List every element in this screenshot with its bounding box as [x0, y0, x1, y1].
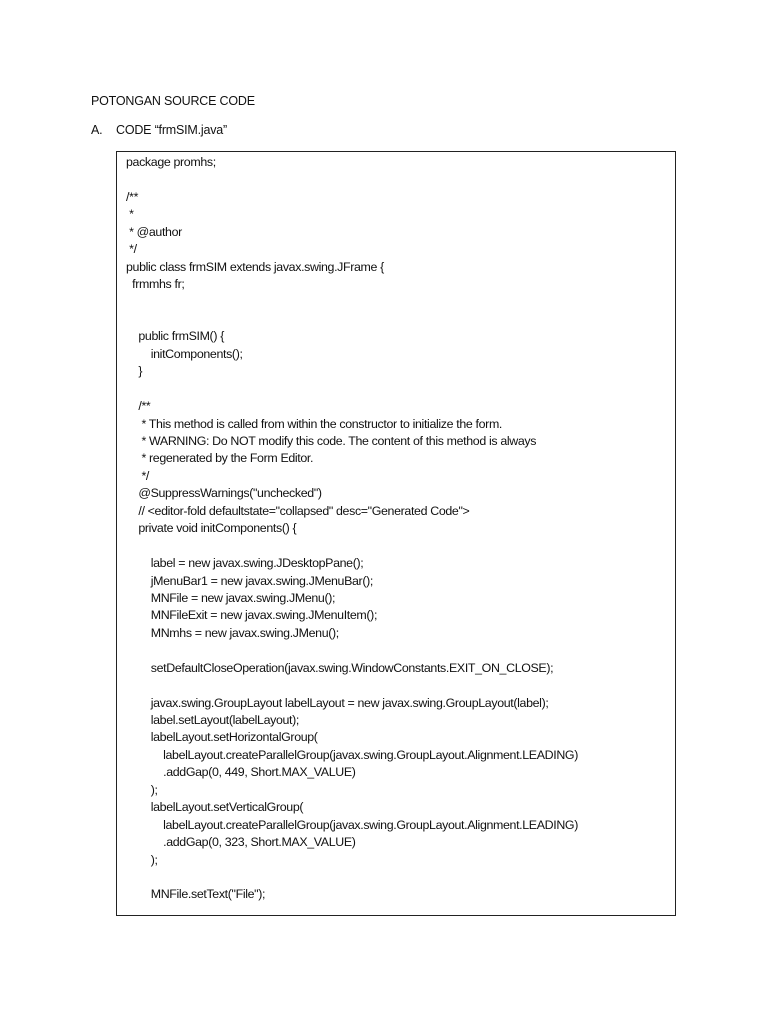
page-heading: POTONGAN SOURCE CODE	[91, 94, 255, 108]
code-line: * This method is called from within the constructor to initialize the form.	[126, 416, 503, 431]
code-line: labelLayout.createParallelGroup(javax.swing.GroupLayout.Alignment.LEADING)	[126, 817, 578, 832]
code-line	[126, 381, 578, 398]
code-line: * regenerated by the Form Editor.	[126, 451, 314, 466]
code-line: */	[126, 242, 137, 257]
code-line	[126, 677, 578, 694]
code-line: javax.swing.GroupLayout labelLayout = new javax.swing.GroupLayout(label);	[126, 695, 549, 710]
code-line: * WARNING: Do NOT modify this code. The content of this method is always	[126, 434, 537, 448]
code-line: label = new javax.swing.JDesktopPane();	[126, 556, 364, 571]
code-line: frmmhs fr;	[126, 277, 185, 292]
code-line: /**	[126, 399, 151, 414]
code-line: private void initComponents() {	[126, 521, 297, 536]
code-line: );	[126, 852, 158, 867]
code-line	[126, 294, 578, 311]
code-line: MNmhs = new javax.swing.JMenu();	[126, 625, 339, 640]
code-line: setDefaultCloseOperation(javax.swing.WindowConstants.EXIT_ON_CLOSE);	[126, 660, 554, 675]
code-line: label.setLayout(labelLayout);	[126, 713, 300, 727]
code-line: public class frmSIM extends javax.swing.JFrame {	[126, 259, 384, 274]
code-line	[126, 311, 578, 328]
code-line: labelLayout.setVerticalGroup(	[126, 800, 304, 815]
code-line: MNFileExit = new javax.swing.JMenuItem();	[126, 608, 378, 623]
code-line: );	[126, 782, 158, 797]
code-line: labelLayout.createParallelGroup(javax.swing.GroupLayout.Alignment.LEADING)	[126, 747, 578, 762]
code-listing	[126, 154, 578, 904]
code-line: /**	[126, 189, 139, 204]
code-line: @SuppressWarnings("unchecked")	[126, 486, 322, 501]
code-line: initComponents();	[126, 346, 243, 361]
code-line: public frmSIM() {	[126, 329, 224, 344]
section-heading	[91, 123, 227, 137]
code-line: package promhs;	[126, 155, 216, 169]
code-line	[126, 171, 578, 188]
code-line: jMenuBar1 = new javax.swing.JMenuBar();	[126, 573, 373, 588]
code-line	[126, 869, 578, 886]
code-line: *	[126, 207, 134, 222]
code-line: MNFile.setText("File");	[126, 887, 266, 902]
code-line: labelLayout.setHorizontalGroup(	[126, 730, 318, 745]
section-title: CODE “frmSIM.java”	[116, 123, 227, 137]
code-line: MNFile = new javax.swing.JMenu();	[126, 590, 336, 605]
code-line: */	[126, 468, 150, 483]
code-line: .addGap(0, 323, Short.MAX_VALUE)	[126, 835, 356, 850]
code-line: .addGap(0, 449, Short.MAX_VALUE)	[126, 765, 356, 780]
code-line: // <editor-fold defaultstate="collapsed" desc="Generated Code">	[126, 503, 470, 518]
section-letter: A.	[91, 123, 103, 137]
code-line	[126, 642, 578, 659]
code-line: * @author	[126, 224, 182, 239]
code-line	[126, 538, 578, 555]
code-line: }	[126, 364, 143, 379]
code-box	[116, 151, 676, 916]
